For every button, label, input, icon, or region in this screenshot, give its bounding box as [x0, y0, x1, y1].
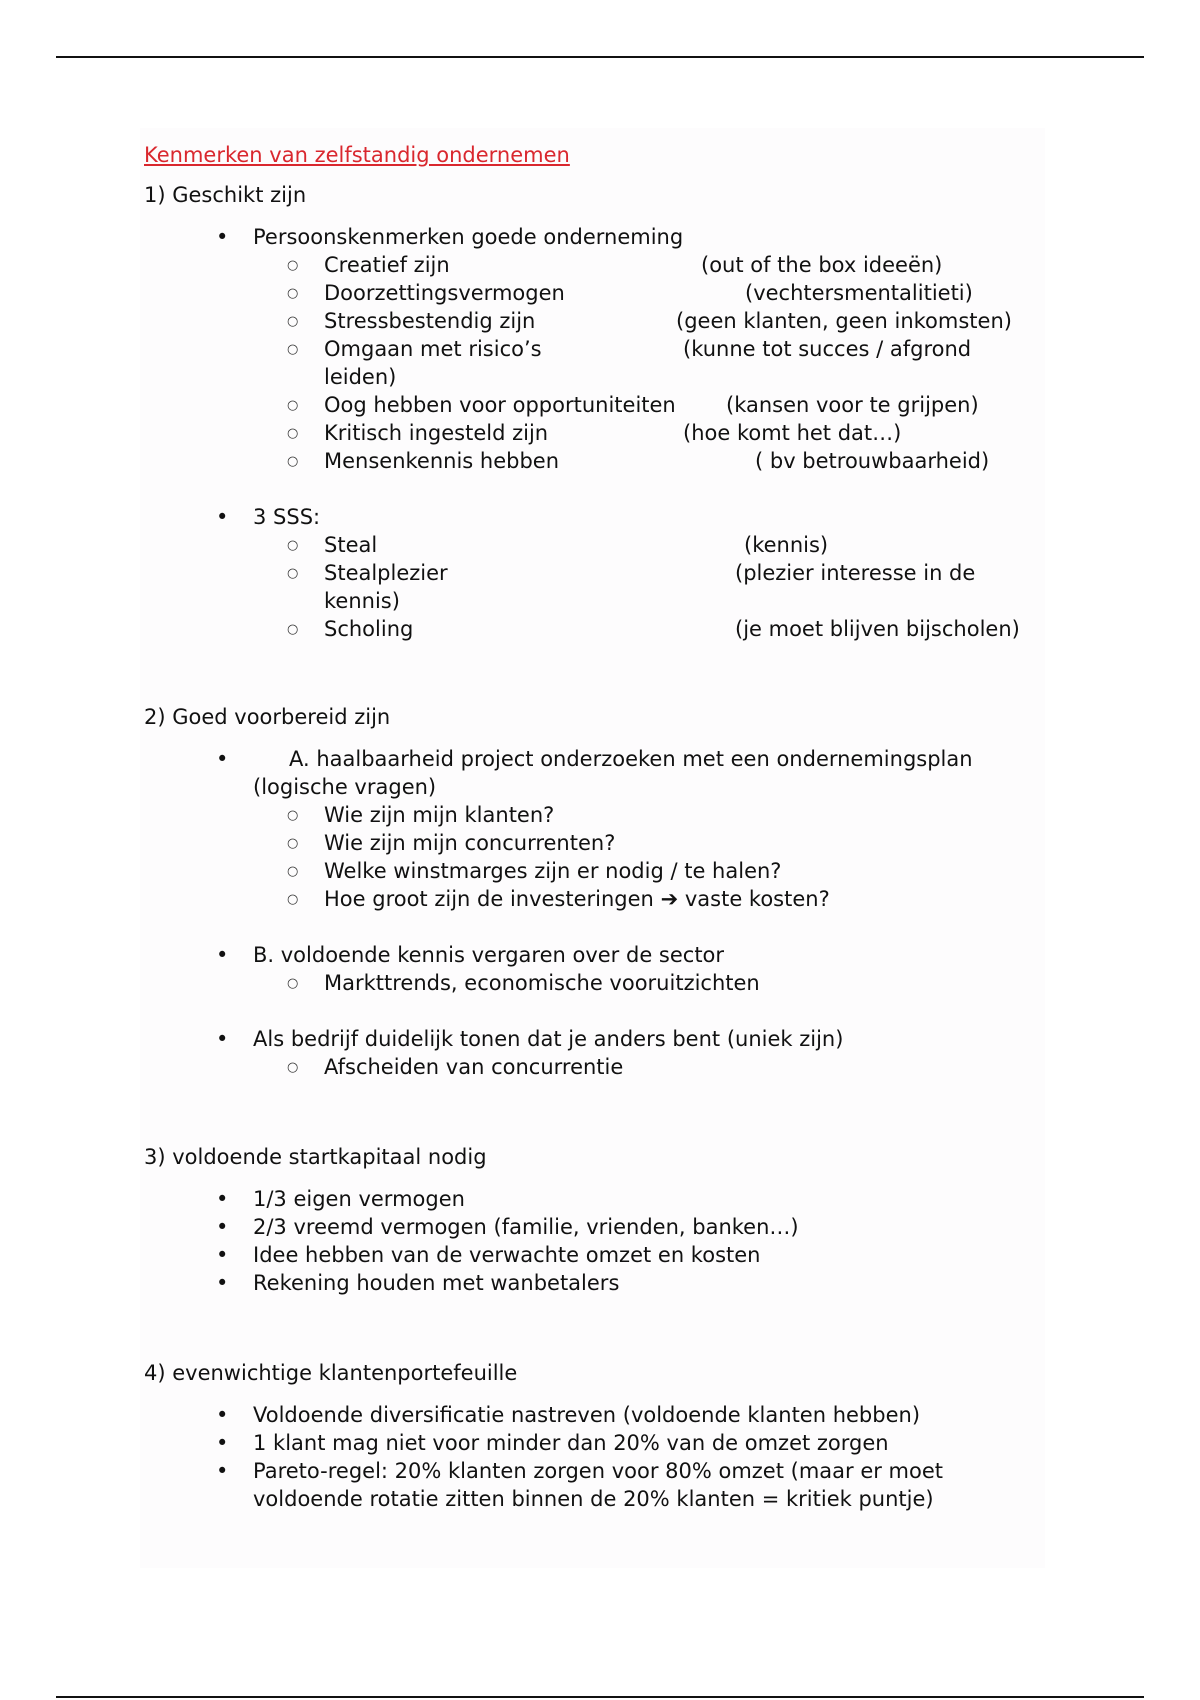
question-item: ○ Wie zijn mijn concurrenten?: [216, 829, 1044, 857]
bullet-item: • Voldoende diversificatie nastreven (voldoende klanten hebben): [216, 1401, 1044, 1429]
trait-item: ○ Doorzettingsvermogen (vechtersmentalitieti): [216, 279, 1044, 307]
bullet-item: • Persoonskenmerken goede onderneming: [216, 223, 1044, 251]
sub-item: ○ Afscheiden van concurrentie: [216, 1053, 1044, 1081]
arrow-icon: ➔: [660, 887, 679, 911]
bullet-item: • Pareto-regel: 20% klanten zorgen voor 80% omzet (maar er moet voldoende rotatie zitten binnen de 20% klanten = kritiek puntje): [216, 1457, 1044, 1513]
bullet-item: • 1/3 eigen vermogen: [216, 1185, 1044, 1213]
section-heading: 2) Goed voorbereid zijn: [144, 705, 391, 729]
trait-item: ○ Omgaan met risico’s (kunne tot succes / afgrond leiden): [216, 335, 1044, 391]
sss-item: ○ Steal (kennis): [216, 531, 1044, 559]
bullet-item: • Rekening houden met wanbetalers: [216, 1269, 1044, 1297]
sss-item: ○ Stealplezier (plezier interesse in de kennis): [216, 559, 1044, 615]
trait-item: ○ Oog hebben voor opportuniteiten (kansen voor te grijpen): [216, 391, 1044, 419]
section-goed-voorbereid: [144, 703, 1044, 1081]
document-body: [144, 141, 1044, 1513]
bullet-item: • Idee hebben van de verwachte omzet en kosten: [216, 1241, 1044, 1269]
question-item: ○ Welke winstmarges zijn er nodig / te halen?: [216, 857, 1044, 885]
header-rule: [56, 56, 1144, 58]
document-title: Kenmerken van zelfstandig ondernemen: [144, 143, 570, 167]
sub-item: ○ Markttrends, economische vooruitzichten: [216, 969, 1044, 997]
bullet-item: • B. voldoende kennis vergaren over de sector: [216, 941, 1044, 969]
section-geschikt-zijn: [144, 181, 1044, 643]
trait-item: ○ Stressbestendig zijn (geen klanten, geen inkomsten): [216, 307, 1044, 335]
section-heading: 1) Geschikt zijn: [144, 183, 307, 207]
footer-rule: [56, 1696, 1144, 1698]
section-startkapitaal: [144, 1143, 1044, 1297]
sss-item: ○ Scholing (je moet blijven bijscholen): [216, 615, 1044, 643]
question-item: ○ Hoe groot zijn de investeringen ➔ vaste kosten?: [216, 885, 1044, 913]
bullet-item: • 2/3 vreemd vermogen (familie, vrienden, banken…): [216, 1213, 1044, 1241]
trait-item: ○ Creatief zijn (out of the box ideeën): [216, 251, 1044, 279]
section-heading: 3) voldoende startkapitaal nodig: [144, 1145, 487, 1169]
bullet-item: • Als bedrijf duidelijk tonen dat je anders bent (uniek zijn): [216, 1025, 1044, 1053]
trait-item: ○ Mensenkennis hebben ( bv betrouwbaarheid): [216, 447, 1044, 475]
bullet-item: • 1 klant mag niet voor minder dan 20% van de omzet zorgen: [216, 1429, 1044, 1457]
question-item: ○ Wie zijn mijn klanten?: [216, 801, 1044, 829]
bullet-item: • A. haalbaarheid project onderzoeken met een ondernemingsplan (logische vragen): [216, 745, 1044, 801]
trait-item: ○ Kritisch ingesteld zijn (hoe komt het dat…): [216, 419, 1044, 447]
bullet-item: • 3 SSS:: [216, 503, 1044, 531]
section-klantenportefeuille: [144, 1359, 1044, 1513]
section-heading: 4) evenwichtige klantenportefeuille: [144, 1361, 518, 1385]
